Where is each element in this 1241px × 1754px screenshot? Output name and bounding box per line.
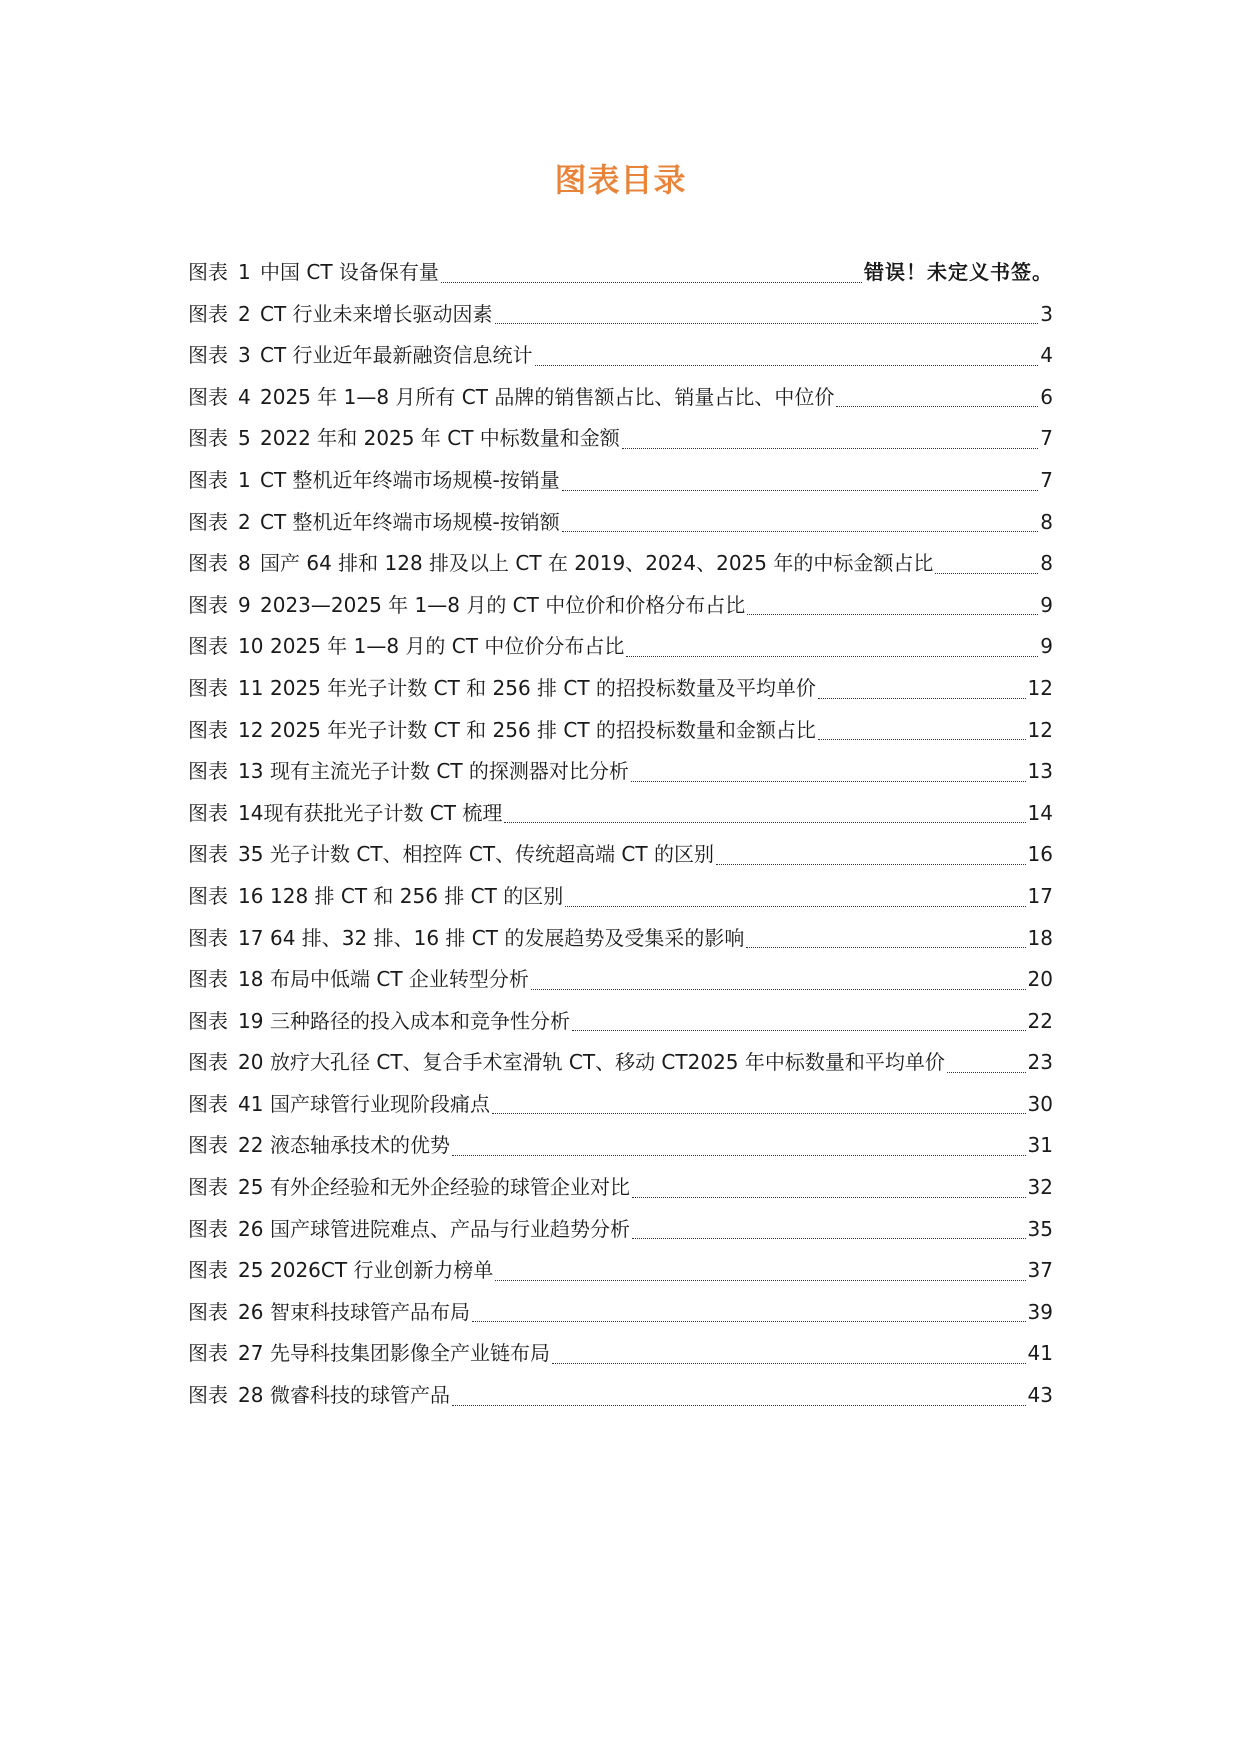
- toc-entry[interactable]: [188, 751, 1053, 793]
- toc-entry[interactable]: [188, 1209, 1053, 1251]
- toc-entry-title: CT 整机近年终端市场规模-按销额: [260, 509, 560, 534]
- toc-entry-title: 布局中低端 CT 企业转型分析: [270, 967, 529, 992]
- toc-entry-title: 微睿科技的球管产品: [270, 1383, 450, 1408]
- toc-entry[interactable]: [188, 377, 1053, 419]
- toc-entry-label: 图表: [188, 1175, 228, 1200]
- toc-entry[interactable]: [188, 294, 1053, 336]
- toc-entry-page-number: 8: [1040, 509, 1053, 534]
- toc-entry[interactable]: [188, 710, 1053, 752]
- toc-entry-page-number: 8: [1040, 551, 1053, 576]
- toc-dot-leader: [818, 738, 1026, 740]
- toc-entry-number: 5: [238, 426, 251, 451]
- toc-entry-title: 先导科技集团影像全产业链布局: [270, 1341, 550, 1366]
- toc-dot-leader: [495, 1279, 1025, 1281]
- toc-entry-title: 2025 年光子计数 CT 和 256 排 CT 的招投标数量和金额占比: [270, 717, 816, 742]
- toc-dot-leader: [632, 1237, 1026, 1239]
- toc-entry-page-number: 30: [1027, 1091, 1053, 1116]
- toc-entry-label: 图表: [188, 800, 228, 825]
- toc-dot-leader: [495, 322, 1039, 324]
- toc-entry-page-number: 12: [1027, 717, 1053, 742]
- toc-entry-label: 图表: [188, 1008, 228, 1033]
- toc-entry-page-number: 12: [1027, 675, 1053, 700]
- toc-dot-leader: [562, 530, 1039, 532]
- toc-entry-label: 图表: [188, 509, 228, 534]
- toc-entry-number: 3: [238, 343, 251, 368]
- toc-dot-leader: [747, 613, 1038, 615]
- toc-entry-number: 9: [238, 592, 251, 617]
- toc-entry-page-number: 23: [1027, 1050, 1053, 1075]
- toc-entry-number: 13: [238, 759, 264, 784]
- toc-entry-number: 27: [238, 1341, 264, 1366]
- toc-entry-page-number: 3: [1040, 301, 1053, 326]
- toc-entry-label: 图表: [188, 1341, 228, 1366]
- toc-entry-page-number: 41: [1027, 1341, 1053, 1366]
- toc-entry-number: 12: [238, 717, 264, 742]
- toc-entry-label: 图表: [188, 1216, 228, 1241]
- toc-entry-page-number: 4: [1040, 343, 1053, 368]
- toc-entry-label: 图表: [188, 967, 228, 992]
- toc-entry-page-number: 22: [1027, 1008, 1053, 1033]
- toc-entry-number: 16: [238, 883, 264, 908]
- toc-entry[interactable]: [188, 1167, 1053, 1209]
- toc-entry-title: 2026CT 行业创新力榜单: [270, 1258, 494, 1283]
- toc-entry-label: 图表: [188, 842, 228, 867]
- toc-dot-leader: [631, 780, 1026, 782]
- toc-entry-number: 1: [238, 260, 251, 284]
- toc-entry-label: 图表: [188, 1258, 228, 1283]
- toc-entry-number: 18: [238, 967, 264, 992]
- toc-entry-label: 图表: [188, 426, 228, 451]
- toc-dot-leader: [626, 655, 1038, 657]
- toc-entry[interactable]: [188, 668, 1053, 710]
- toc-entry-page-number: 7: [1040, 426, 1053, 451]
- toc-entry[interactable]: [188, 1042, 1053, 1084]
- toc-dot-leader: [746, 946, 1025, 948]
- toc-dot-leader: [716, 863, 1026, 865]
- toc-dot-leader: [622, 447, 1039, 449]
- toc-dot-leader: [818, 697, 1026, 699]
- toc-entry[interactable]: [188, 1333, 1053, 1375]
- toc-entry-title: CT 整机近年终端市场规模-按销量: [260, 467, 560, 492]
- toc-dot-leader: [836, 405, 1038, 407]
- toc-entry-page-number: 18: [1027, 925, 1053, 950]
- toc-entry-title: 智束科技球管产品布局: [270, 1299, 470, 1324]
- toc-entry[interactable]: [188, 834, 1053, 876]
- toc-entry-title: 2022 年和 2025 年 CT 中标数量和金额: [260, 426, 620, 451]
- toc-dot-leader: [935, 572, 1038, 574]
- toc-entry-page-number: 17: [1027, 883, 1053, 908]
- toc-entry-error-message: 错误！未定义书签。: [864, 260, 1053, 284]
- toc-entry-number: 35: [238, 842, 264, 867]
- toc-entry-title: 光子计数 CT、相控阵 CT、传统超高端 CT 的区别: [270, 842, 714, 867]
- toc-entry-number: 25: [238, 1175, 264, 1200]
- toc-entry-label: 图表: [188, 592, 228, 617]
- toc-entry-label: 图表: [188, 1383, 228, 1408]
- toc-entry-title: CT 行业未来增长驱动因素: [260, 301, 493, 326]
- toc-entry-number: 26: [238, 1299, 264, 1324]
- toc-dot-leader: [552, 1362, 1026, 1364]
- toc-entry-title: 国产球管进院难点、产品与行业趋势分析: [270, 1216, 630, 1241]
- toc-entry-label: 图表: [188, 551, 228, 576]
- toc-dot-leader: [947, 1071, 1026, 1073]
- toc-entry-label: 图表: [188, 675, 228, 700]
- toc-entry-page-number: 43: [1027, 1383, 1053, 1408]
- toc-entry-page-number: 39: [1027, 1299, 1053, 1324]
- toc-entry-label: 图表: [188, 759, 228, 784]
- toc-entry[interactable]: [188, 252, 1053, 294]
- toc-entry-title: 液态轴承技术的优势: [270, 1133, 450, 1158]
- toc-entry[interactable]: [188, 1125, 1053, 1167]
- toc-entry-number: 41: [238, 1091, 264, 1116]
- toc-entry-title: 国产球管行业现阶段痛点: [270, 1091, 490, 1116]
- toc-entry-label: 图表: [188, 925, 228, 950]
- toc-entry[interactable]: [188, 585, 1053, 627]
- toc-entry-title: 中国 CT 设备保有量: [260, 260, 439, 284]
- toc-dot-leader: [531, 988, 1026, 990]
- toc-dot-leader: [452, 1404, 1026, 1406]
- toc-entry-label: 图表: [188, 301, 228, 326]
- toc-dot-leader: [441, 281, 862, 283]
- toc-entry-label: 图表: [188, 1133, 228, 1158]
- toc-entry[interactable]: [188, 626, 1053, 668]
- toc-entry-number: 2: [238, 509, 251, 534]
- toc-entry-page-number: 9: [1040, 634, 1053, 659]
- toc-entry-title: 现有主流光子计数 CT 的探测器对比分析: [270, 759, 629, 784]
- toc-entry-page-number: 16: [1027, 842, 1053, 867]
- page-title: 图表目录: [554, 161, 687, 199]
- toc-entry-title: 三种路径的投入成本和竞争性分析: [270, 1008, 570, 1033]
- toc-entry-number: 4: [238, 384, 251, 409]
- toc-entry-label: 图表: [188, 717, 228, 742]
- toc-entry[interactable]: [188, 876, 1053, 918]
- toc-entry-page-number: 31: [1027, 1133, 1053, 1158]
- toc-dot-leader: [572, 1029, 1026, 1031]
- toc-entry-title: 2025 年 1—8 月的 CT 中位价分布占比: [270, 634, 625, 659]
- toc-entry[interactable]: [188, 1292, 1053, 1334]
- toc-entry[interactable]: [188, 1084, 1053, 1126]
- toc-entry[interactable]: [188, 918, 1053, 960]
- toc-entry-number: 25: [238, 1258, 264, 1283]
- toc-entry[interactable]: [188, 543, 1053, 585]
- toc-entry-number: 10: [238, 634, 264, 659]
- toc-entry-title: 2023—2025 年 1—8 月的 CT 中位价和价格分布占比: [260, 592, 746, 617]
- toc-entry-number: 2: [238, 301, 251, 326]
- toc-dot-leader: [504, 821, 1025, 823]
- figure-toc-list: [188, 252, 1053, 1417]
- toc-entry-number: 17: [238, 925, 264, 950]
- toc-entry-page-number: 37: [1027, 1258, 1053, 1283]
- toc-entry[interactable]: [188, 335, 1053, 377]
- toc-entry-page-number: 32: [1027, 1175, 1053, 1200]
- toc-entry-label: 图表: [188, 634, 228, 659]
- toc-entry-page-number: 6: [1040, 384, 1053, 409]
- toc-entry-title: CT 行业近年最新融资信息统计: [260, 343, 533, 368]
- toc-entry-title: 有外企经验和无外企经验的球管企业对比: [270, 1175, 630, 1200]
- toc-entry-number: 22: [238, 1133, 264, 1158]
- toc-entry-title: 放疗大孔径 CT、复合手术室滑轨 CT、移动 CT2025 年中标数量和平均单价: [270, 1050, 945, 1075]
- toc-entry-page-number: 13: [1027, 759, 1053, 784]
- toc-entry-page-number: 7: [1040, 467, 1053, 492]
- toc-entry[interactable]: [188, 1250, 1053, 1292]
- toc-entry[interactable]: [188, 1375, 1053, 1417]
- toc-entry-number: 8: [238, 551, 251, 576]
- toc-dot-leader: [535, 364, 1039, 366]
- toc-entry[interactable]: [188, 959, 1053, 1001]
- toc-entry[interactable]: [188, 418, 1053, 460]
- toc-dot-leader: [565, 905, 1025, 907]
- toc-entry-number: 19: [238, 1008, 264, 1033]
- toc-dot-leader: [492, 1112, 1026, 1114]
- toc-entry-page-number: 14: [1027, 800, 1053, 825]
- toc-entry-label: 图表: [188, 1050, 228, 1075]
- toc-entry-number: 14: [238, 800, 264, 825]
- toc-entry[interactable]: [188, 793, 1053, 835]
- toc-entry-label: 图表: [188, 883, 228, 908]
- toc-entry-number: 11: [238, 675, 264, 700]
- toc-entry-title: 国产 64 排和 128 排及以上 CT 在 2019、2024、2025 年的中标金额占比: [260, 551, 934, 576]
- toc-entry-title: 现有获批光子计数 CT 梳理: [263, 800, 503, 825]
- toc-entry[interactable]: [188, 460, 1053, 502]
- toc-dot-leader: [472, 1320, 1026, 1322]
- toc-entry-page-number: 9: [1040, 592, 1053, 617]
- toc-entry-title: 2025 年光子计数 CT 和 256 排 CT 的招投标数量及平均单价: [270, 675, 816, 700]
- toc-dot-leader: [632, 1196, 1026, 1198]
- toc-entry-label: 图表: [188, 1091, 228, 1116]
- toc-entry[interactable]: [188, 1001, 1053, 1043]
- toc-entry-label: 图表: [188, 343, 228, 368]
- toc-entry-number: 1: [238, 467, 251, 492]
- toc-entry-number: 28: [238, 1383, 264, 1408]
- toc-entry-number: 20: [238, 1050, 264, 1075]
- toc-entry-page-number: 20: [1027, 967, 1053, 992]
- toc-entry-title: 2025 年 1—8 月所有 CT 品牌的销售额占比、销量占比、中位价: [260, 384, 835, 409]
- toc-entry[interactable]: [188, 502, 1053, 544]
- toc-entry-page-number: 35: [1027, 1216, 1053, 1241]
- toc-entry-label: 图表: [188, 467, 228, 492]
- toc-entry-title: 128 排 CT 和 256 排 CT 的区别: [270, 883, 564, 908]
- toc-entry-label: 图表: [188, 260, 228, 284]
- toc-entry-label: 图表: [188, 384, 228, 409]
- toc-entry-label: 图表: [188, 1299, 228, 1324]
- toc-dot-leader: [562, 489, 1039, 491]
- toc-entry-number: 26: [238, 1216, 264, 1241]
- toc-dot-leader: [452, 1154, 1026, 1156]
- toc-entry-title: 64 排、32 排、16 排 CT 的发展趋势及受集采的影响: [270, 925, 745, 950]
